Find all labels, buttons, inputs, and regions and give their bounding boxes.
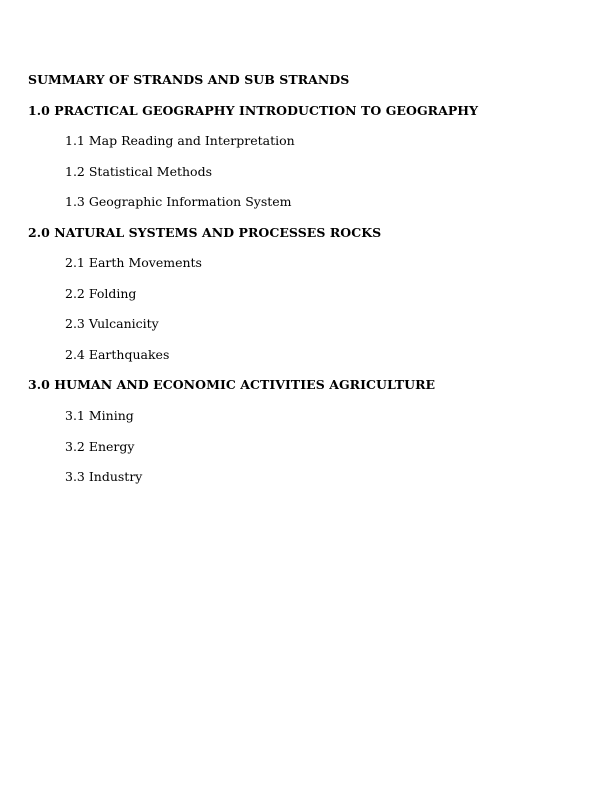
sub-strand-3-2: 3.2 Energy: [65, 439, 135, 454]
strand-heading-2: 2.0 NATURAL SYSTEMS AND PROCESSES ROCKS: [28, 225, 382, 240]
strand-heading-3: 3.0 HUMAN AND ECONOMIC ACTIVITIES AGRICULTURE: [28, 377, 436, 392]
sub-strand-3-1: 3.1 Mining: [65, 408, 134, 423]
document-title: SUMMARY OF STRANDS AND SUB STRANDS: [28, 72, 350, 87]
sub-strand-1-3: 1.3 Geographic Information System: [65, 194, 292, 209]
sub-strand-2-3: 2.3 Vulcanicity: [65, 316, 159, 331]
sub-strand-2-4: 2.4 Earthquakes: [65, 347, 170, 362]
sub-strand-2-1: 2.1 Earth Movements: [65, 255, 202, 270]
strand-heading-1: 1.0 PRACTICAL GEOGRAPHY INTRODUCTION TO GEOGRAPHY: [28, 103, 479, 118]
sub-strand-1-2: 1.2 Statistical Methods: [65, 164, 212, 179]
sub-strand-1-1: 1.1 Map Reading and Interpretation: [65, 133, 295, 148]
sub-strand-3-3: 3.3 Industry: [65, 469, 143, 484]
sub-strand-2-2: 2.2 Folding: [65, 286, 137, 301]
